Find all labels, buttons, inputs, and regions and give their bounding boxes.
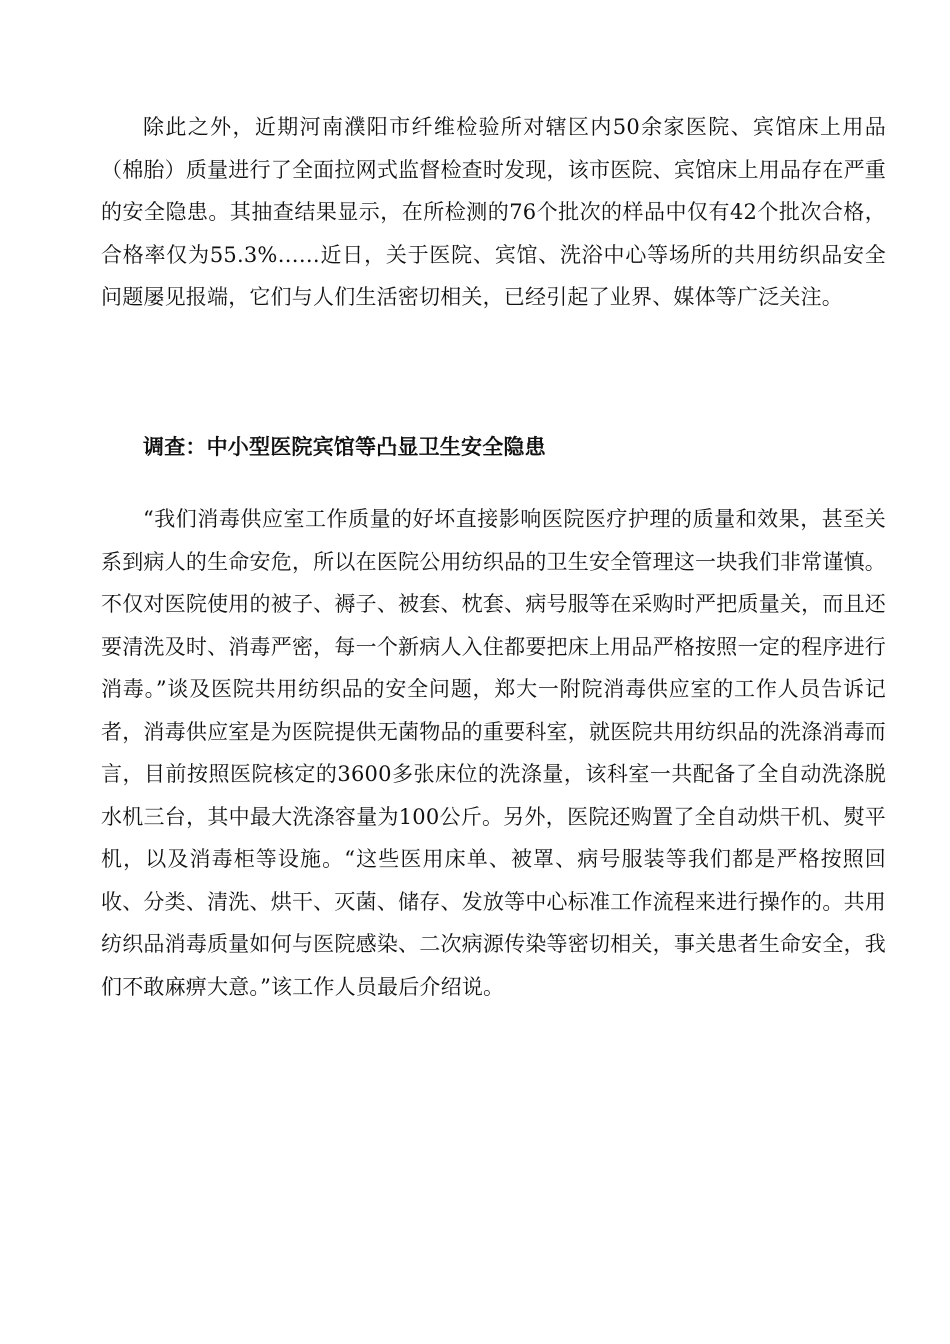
section-heading: 调查：中小型医院宾馆等凸显卫生安全隐患: [143, 435, 546, 459]
body-paragraph-2: “我们消毒供应室工作质量的好坏直接影响医院医疗护理的质量和效果，甚至关系到病人的生命安危，所以在医院公用纺织品的卫生安全管理这一块我们非常谨慎。不仅对医院使用的被子、褥子、被套、枕套、病号服等在采购时严把质量关，而且还要清洗及时、消毒严密，每一个新病人入住都要把床上用品严格按照一定的程序进行消毒。”谈及医院共用纺织品的安全问题，郑大一附院消毒供应室的工作人员告诉记者，消毒供应室是为医院提供无菌物品的重要科室，就医院共用纺织品的洗涤消毒而言，目前按照医院核定的3600多张床位的洗涤量，该科室一共配备了全自动洗涤脱水机三台，其中最大洗涤容量为100公斤。另外，医院还购置了全自动烘干机、熨平机，以及消毒柜等设施。“这些医用床单、被罩、病号服装等我们都是严格按照回收、分类、清洗、烘干、灭菌、储存、发放等中心标准工作流程来进行操作的。共用纺织品消毒质量如何与医院感染、二次病源传染等密切相关，事关患者生命安全，我们不敢麻痹大意。”该工作人员最后介绍说。: [101, 507, 886, 999]
body-paragraph-1: 除此之外，近期河南濮阳市纤维检验所对辖区内50余家医院、宾馆床上用品（棉胎）质量进行了全面拉网式监督检查时发现，该市医院、宾馆床上用品存在严重的安全隐患。其抽查结果显示，在所检测的76个批次的样品中仅有42个批次合格，合格率仅为55.3%……近日，关于医院、宾馆、洗浴中心等场所的共用纺织品安全问题屡见报端，它们与人们生活密切相关，已经引起了业界、媒体等广泛关注。: [101, 115, 886, 309]
